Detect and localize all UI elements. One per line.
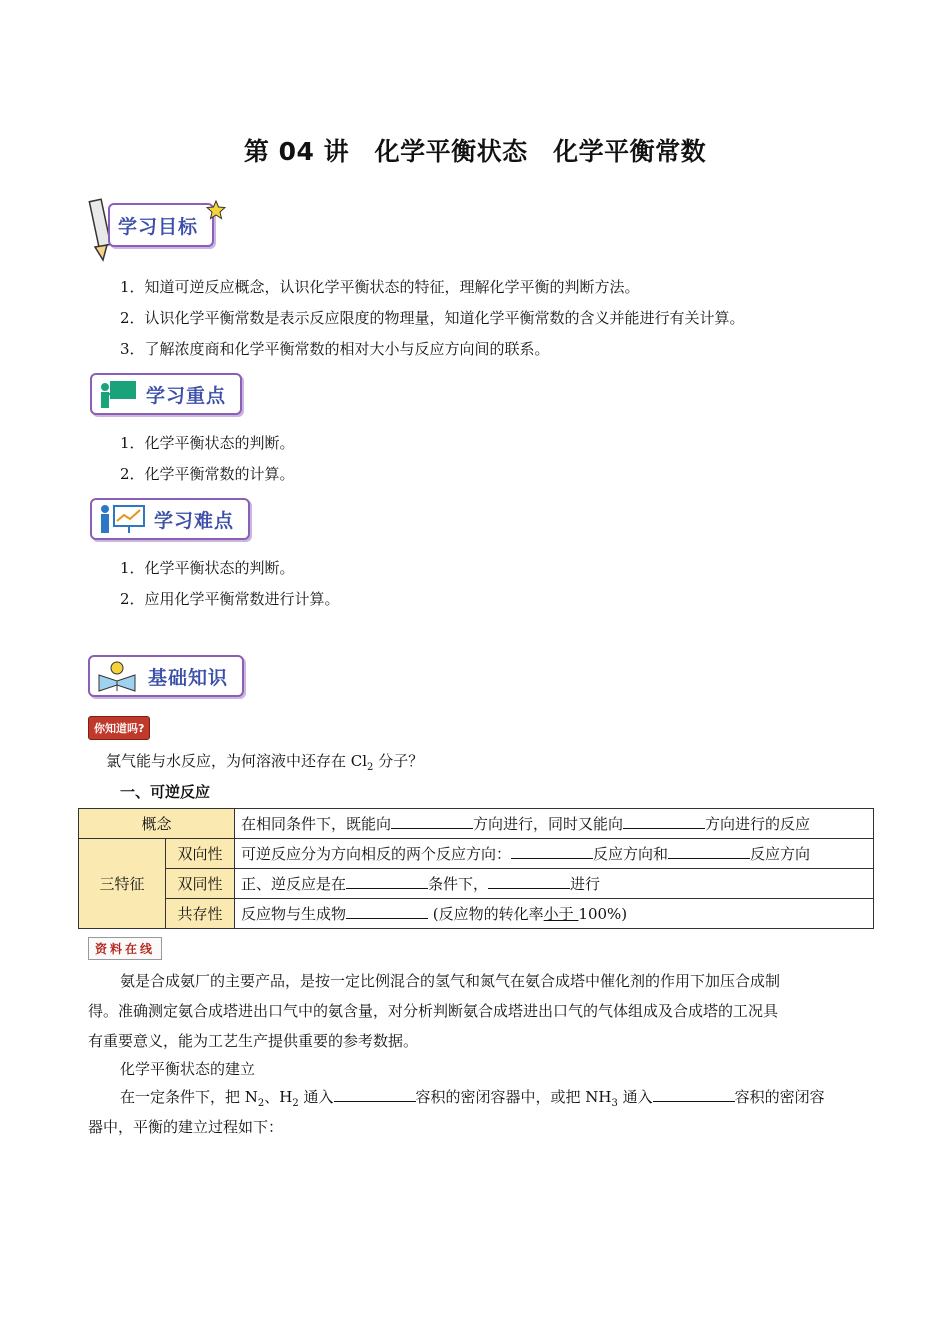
fill-blank[interactable]	[511, 844, 593, 859]
reversible-reaction-table	[78, 808, 874, 929]
feature-cell: 可逆反应分为方向相反的两个反应方向： 反应方向和 反应方向	[235, 839, 874, 869]
fill-blank[interactable]	[346, 874, 428, 889]
fill-blank[interactable]	[346, 904, 428, 919]
feature-label: 共存性	[166, 899, 235, 929]
feature-label: 双同性	[166, 869, 235, 899]
establishment-text: 在一定条件下，把 $N_2$、$H_2$ 通入 容积的密闭容器中，或把 $NH_3$ 通入 容积的密闭容	[120, 1088, 825, 1109]
section-label-basics: 基础知识	[148, 666, 229, 689]
feature-cell: 正、逆反应是在 条件下， 进行	[235, 869, 874, 899]
section-badge-difficulty	[90, 498, 250, 540]
establishment-title: 化学平衡状态的建立	[120, 1060, 256, 1078]
fill-blank[interactable]	[623, 814, 705, 829]
fill-blank[interactable]	[488, 874, 570, 889]
heading-reversible-reaction: 一、可逆反应	[120, 783, 211, 801]
reference-paragraph: 得。准确测定氨合成塔进出口气中的氨含量，对分析判断氨合成塔进出口气的气体组成及合成塔的工况具	[88, 1002, 779, 1020]
concept-cell: 在相同条件下，既能向 方向进行，同时又能向 方向进行的反应	[235, 809, 874, 839]
difficulty-item: 1．化学平衡状态的判断。	[120, 559, 295, 577]
feature-cell: 反应物与生成物 (反应物的转化率小于 100%)	[235, 899, 874, 929]
fill-blank[interactable]	[653, 1087, 735, 1102]
goal-item: 2．认识化学平衡常数是表示反应限度的物理量，知道化学平衡常数的含义并能进行有关计算。	[120, 309, 745, 327]
establishment-text: 器中，平衡的建立过程如下：	[88, 1118, 284, 1136]
goal-item: 3．了解浓度商和化学平衡常数的相对大小与反应方向间的联系。	[120, 340, 550, 358]
lightbulb-book-icon	[96, 659, 138, 693]
reference-paragraph: 氨是合成氨厂的主要产品，是按一定比例混合的氢气和氮气在氨合成塔中催化剂的作用下加压合成制	[120, 972, 781, 990]
teacher-board-icon	[98, 378, 138, 410]
star-icon	[206, 200, 226, 220]
table-row	[79, 899, 874, 929]
reference-online-tag: 资料在线	[88, 937, 162, 960]
section-badge-focus	[90, 373, 242, 415]
difficulty-item: 2．应用化学平衡常数进行计算。	[120, 590, 340, 608]
table-row	[79, 869, 874, 899]
fill-blank[interactable]	[391, 814, 473, 829]
concept-label: 概念	[79, 809, 235, 839]
section-badge-goals	[86, 194, 226, 264]
fill-blank[interactable]	[668, 844, 750, 859]
did-you-know-tag: 你知道吗?	[88, 716, 150, 740]
focus-item: 2．化学平衡常数的计算。	[120, 465, 295, 483]
presenter-chart-icon	[98, 503, 146, 535]
reference-paragraph: 有重要意义，能为工艺生产提供重要的参考数据。	[88, 1032, 419, 1050]
fill-blank[interactable]	[334, 1087, 416, 1102]
goal-item: 1．知道可逆反应概念，认识化学平衡状态的特征，理解化学平衡的判断方法。	[120, 278, 640, 296]
section-label-difficulty: 学习难点	[154, 509, 235, 532]
page-title: 第 04 讲 化学平衡状态 化学平衡常数	[243, 137, 707, 166]
table-row	[79, 809, 874, 839]
table-row	[79, 839, 874, 869]
question-text: 氯气能与水反应，为何溶液中还存在 $Cl_2$ 分子？	[106, 752, 424, 773]
section-label-focus: 学习重点	[146, 384, 227, 407]
section-badge-basics	[88, 655, 244, 697]
feature-label: 双向性	[166, 839, 235, 869]
focus-item: 1．化学平衡状态的判断。	[120, 434, 295, 452]
section-label-goals: 学习目标	[118, 215, 199, 238]
features-label: 三特征	[79, 839, 166, 929]
